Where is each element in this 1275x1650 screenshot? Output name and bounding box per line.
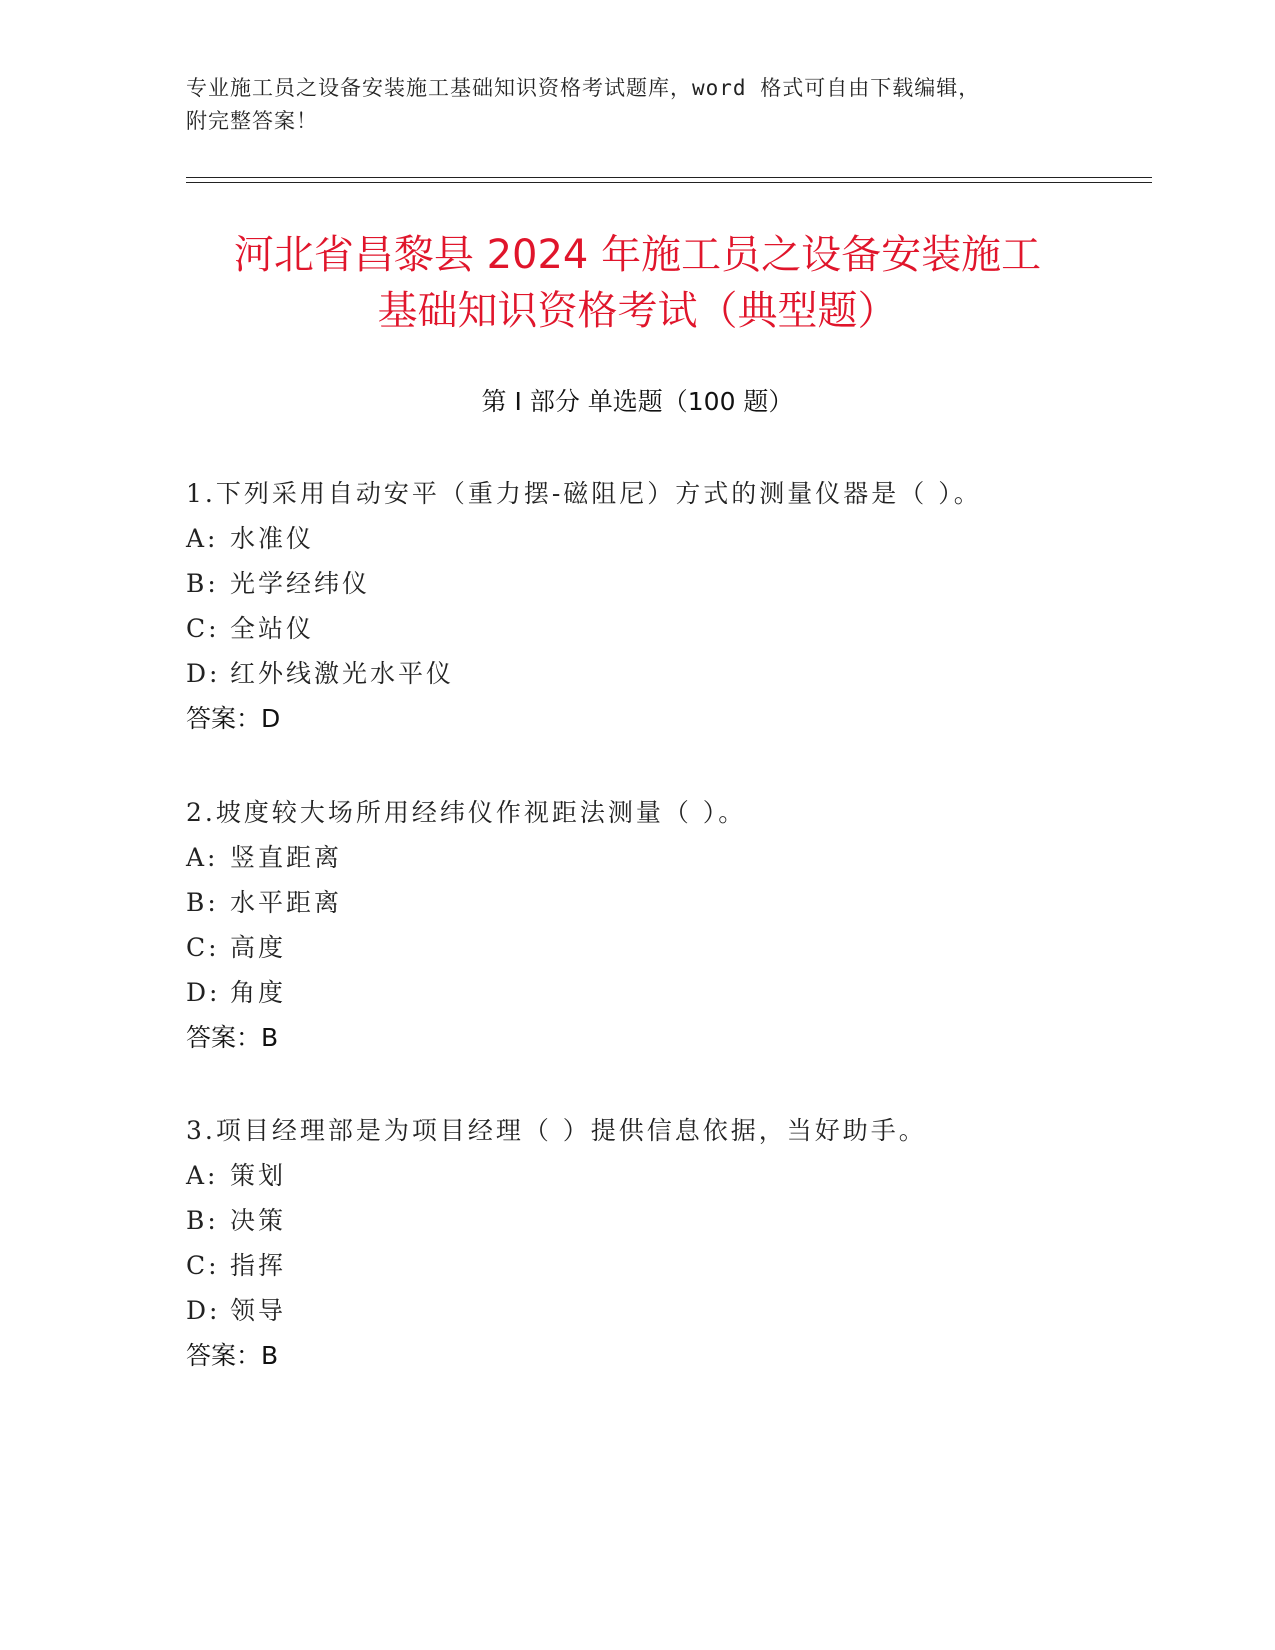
question-3 xyxy=(186,1108,1146,1378)
option-text: 角度 xyxy=(230,978,287,1007)
section-heading: 第 I 部分 单选题（100 题） xyxy=(481,387,794,416)
header-divider-bottom xyxy=(186,182,1152,183)
question-1 xyxy=(186,471,1146,741)
option-letter: D: xyxy=(186,1296,221,1325)
option-text: 全站仪 xyxy=(230,614,315,643)
option-d xyxy=(186,970,1146,1015)
option-text: 高度 xyxy=(230,933,287,962)
option-letter: A: xyxy=(186,524,219,553)
option-letter: D: xyxy=(186,978,221,1007)
document-title-line-2: 基础知识资格考试（典型题） xyxy=(377,288,898,334)
option-text: 光学经纬仪 xyxy=(230,569,371,598)
option-a xyxy=(186,835,1146,880)
option-b xyxy=(186,880,1146,925)
option-text: 决策 xyxy=(230,1206,287,1235)
option-letter: C: xyxy=(186,1251,220,1280)
option-letter: D: xyxy=(186,659,221,688)
answer: 答案：D xyxy=(186,704,281,733)
option-letter: C: xyxy=(186,933,220,962)
option-a xyxy=(186,516,1146,561)
answer: 答案：B xyxy=(186,1023,279,1052)
option-c xyxy=(186,1243,1146,1288)
document-title-line-1: 河北省昌黎县 2024 年施工员之设备安装施工 xyxy=(233,232,1042,278)
option-letter: C: xyxy=(186,614,220,643)
header-note-line-1: 专业施工员之设备安装施工基础知识资格考试题库，word 格式可自由下载编辑， xyxy=(186,76,981,100)
option-text: 水平距离 xyxy=(230,888,343,917)
header-note xyxy=(186,72,1066,138)
option-a xyxy=(186,1153,1146,1198)
option-letter: B: xyxy=(186,569,219,598)
question-stem: 1.下列采用自动安平（重力摆-磁阻尼）方式的测量仪器是（ ）。 xyxy=(186,479,982,508)
option-b xyxy=(186,561,1146,606)
document-title xyxy=(150,227,1125,339)
option-d xyxy=(186,651,1146,696)
option-text: 指挥 xyxy=(230,1251,287,1280)
option-letter: A: xyxy=(186,1161,219,1190)
option-b xyxy=(186,1198,1146,1243)
answer: 答案：B xyxy=(186,1341,279,1370)
option-text: 水准仪 xyxy=(230,524,315,553)
option-text: 领导 xyxy=(230,1296,287,1325)
option-c xyxy=(186,606,1146,651)
option-text: 策划 xyxy=(230,1161,287,1190)
option-letter: B: xyxy=(186,888,219,917)
question-stem: 3.项目经理部是为项目经理（ ）提供信息依据，当好助手。 xyxy=(186,1116,927,1145)
option-text: 红外线激光水平仪 xyxy=(230,659,455,688)
option-text: 竖直距离 xyxy=(230,843,343,872)
option-letter: A: xyxy=(186,843,219,872)
option-c xyxy=(186,925,1146,970)
option-d xyxy=(186,1288,1146,1333)
header-note-line-2: 附完整答案！ xyxy=(186,109,318,133)
question-2 xyxy=(186,790,1146,1060)
question-stem: 2.坡度较大场所用经纬仪作视距法测量（ ）。 xyxy=(186,798,747,827)
option-letter: B: xyxy=(186,1206,219,1235)
header-divider-top xyxy=(186,177,1152,178)
